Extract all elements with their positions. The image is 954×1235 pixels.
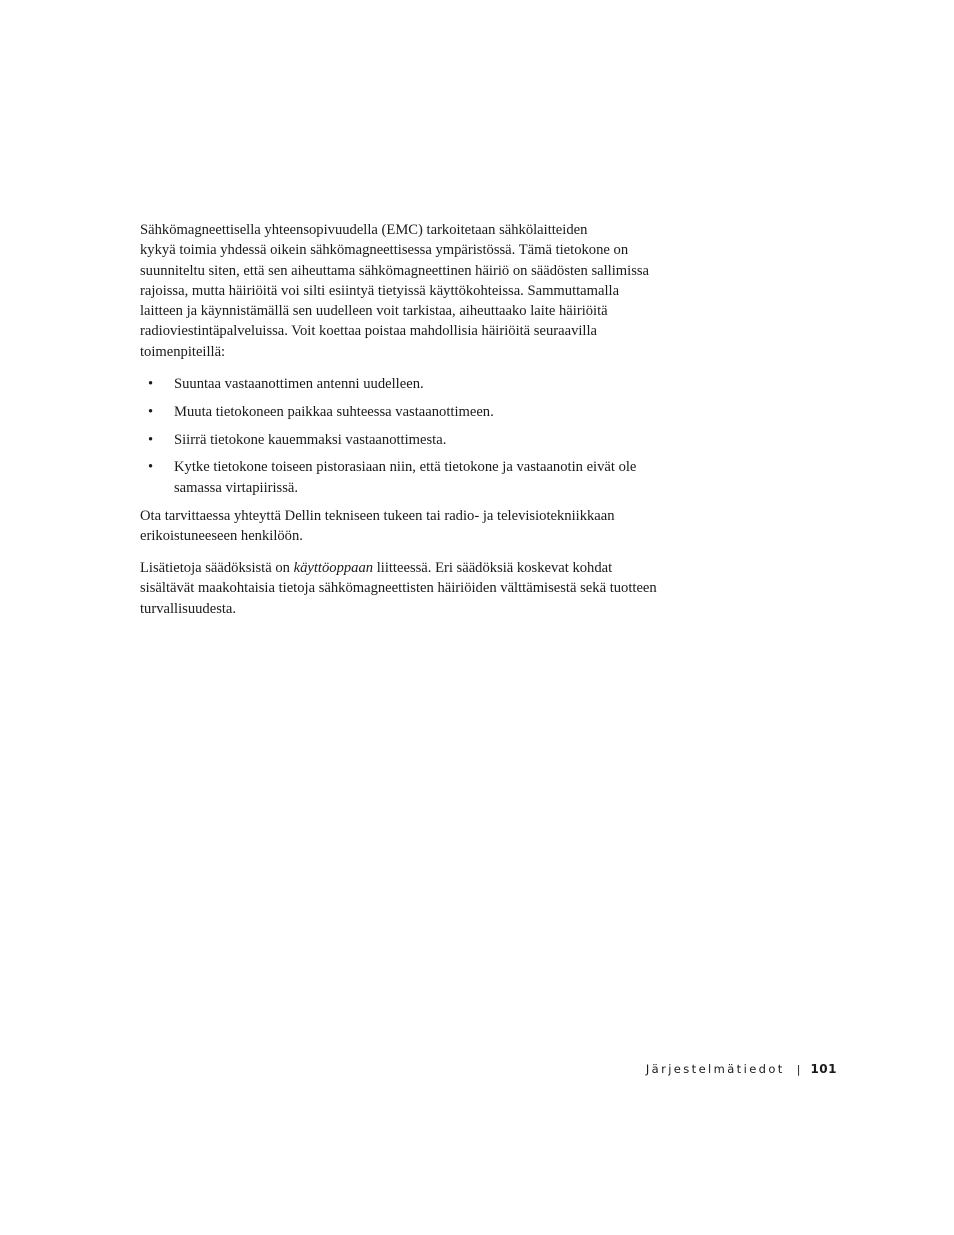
document-body bbox=[140, 220, 720, 619]
list-item bbox=[140, 430, 669, 450]
support-contact-paragraph: Ota tarvittaessa yhteyttä Dellin tekniseen tukeen tai radio- ja televisiotekniikkaan erikoistuneeseen henkilöön. bbox=[140, 507, 615, 544]
paragraph-line: rajoissa, mutta häiriöitä voi silti esiintyä tietyissä käyttökohteissa. Sammuttamalla bbox=[140, 282, 620, 299]
bullet-icon: • bbox=[148, 431, 154, 448]
paragraph-line: kykyä toimia yhdessä oikein sähkömagneettisessa ympäristössä. Tämä tietokone on bbox=[140, 242, 629, 259]
footer-section-title: Järjestelmätiedot bbox=[645, 1062, 785, 1076]
interference-remedies-list bbox=[140, 374, 720, 498]
list-item-text: Muuta tietokoneen paikkaa suhteessa vastaanottimeen. bbox=[174, 403, 494, 420]
list-item bbox=[140, 402, 669, 422]
page-number: 101 bbox=[810, 1062, 837, 1076]
bullet-icon: • bbox=[148, 459, 154, 476]
paragraph-line: toimenpiteillä: bbox=[140, 343, 226, 360]
emc-intro-paragraph bbox=[140, 220, 715, 362]
page-footer bbox=[646, 1062, 837, 1076]
list-item-text: Kytke tietokone toiseen pistorasiaan niin, että tietokone ja vastaanotin eivät ole samassa virtapiirissä. bbox=[174, 459, 637, 496]
more-info-paragraph bbox=[140, 558, 665, 619]
user-guide-reference: käyttöoppaan bbox=[293, 560, 374, 577]
more-info-text-start: Lisätietoja säädöksistä on bbox=[140, 560, 294, 577]
more-info-text-end: liitteessä. Eri säädöksiä koskevat kohdat sisältävät maakohtaisia tietoja sähkömagneettisten häiriöiden välttämisestä sekä tuotteen turvallisuudesta. bbox=[140, 560, 657, 617]
paragraph-line: radioviestintäpalveluissa. Voit koettaa poistaa mahdollisia häiriöitä seuraavilla bbox=[140, 323, 598, 340]
list-item-text: Suuntaa vastaanottimen antenni uudelleen. bbox=[174, 376, 424, 393]
footer-separator: | bbox=[796, 1062, 801, 1076]
list-item bbox=[140, 374, 669, 394]
paragraph-line: Sähkömagneettisella yhteensopivuudella (EMC) tarkoitetaan sähkölaitteiden bbox=[140, 222, 588, 238]
paragraph-line: suunniteltu siten, että sen aiheuttama sähkömagneettinen häiriö on säädösten sallimissa bbox=[140, 262, 650, 279]
list-item bbox=[140, 457, 669, 498]
bullet-icon: • bbox=[148, 403, 154, 420]
paragraph-line: laitteen ja käynnistämällä sen uudelleen voit tarkistaa, aiheuttaako laite häiriöitä bbox=[140, 303, 608, 320]
bullet-icon: • bbox=[148, 376, 154, 393]
list-item-text: Siirrä tietokone kauemmaksi vastaanottimesta. bbox=[174, 431, 447, 448]
